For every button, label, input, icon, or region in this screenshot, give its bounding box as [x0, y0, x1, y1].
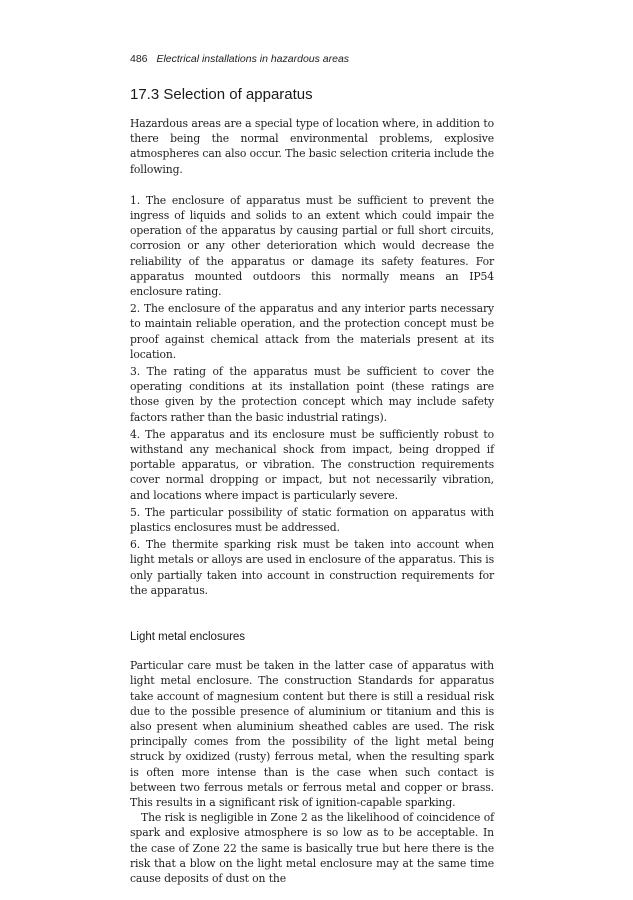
criterion-item: 6. The thermite sparking risk must be taken into account when light metals or alloys are used in enclosure of the apparatus. This is only partially taken into account in construction requirements for the apparatus. — [130, 538, 494, 597]
criterion-item: 4. The apparatus and its enclosure must be sufficiently robust to withstand any mechanical shock from impact, being dropped if portable apparatus, or vibration. The construction requirements cover normal dropping or impact, but not necessarily vibration, and locations where impact is particularly severe. — [130, 427, 494, 502]
selection-criteria-list — [130, 193, 494, 598]
running-header — [130, 52, 494, 66]
running-title: Electrical installations in hazardous areas — [156, 53, 350, 65]
intro-paragraph: Hazardous areas are a special type of location where, in addition to there being the normal environmental problems, explosive atmospheres can also occur. The basic selection criteria include the following. — [130, 117, 494, 176]
body-paragraph: The risk is negligible in Zone 2 as the likelihood of coincidence of spark and explosive atmosphere is so low as to be acceptable. In the case of Zone 22 the same is basically true but here there is the risk that a blow on the light metal enclosure may at the same time cause deposits of dust on the — [130, 811, 494, 885]
body-paragraph: Particular care must be taken in the latter case of apparatus with light metal enclosure. The construction Standards for apparatus take account of magnesium content but there is still a residual risk due to the possible presence of aluminium or titanium and this is also present when aluminium sheathed cables are used. The risk principally comes from the possibility of the light metal being struck by oxidized (rusty) ferrous metal, when the resulting spark is often more intense than is the case when such contact is between two ferrous metals or ferrous metal and copper or brass. This results in a significant risk of ignition-capable sparking. — [130, 659, 494, 809]
book-page — [130, 52, 494, 886]
section-heading: 17.3 Selection of apparatus — [130, 86, 313, 103]
criterion-item: 5. The particular possibility of static formation on apparatus with plastics enclosures must be addressed. — [130, 505, 494, 535]
criterion-item: 2. The enclosure of the apparatus and any interior parts necessary to maintain reliable operation, and the protection concept must be proof against chemical attack from the materials present at its location. — [130, 302, 494, 361]
subsection-heading: Light metal enclosures — [130, 631, 246, 644]
criterion-item: 1. The enclosure of apparatus must be sufficient to prevent the ingress of liquids and solids to an extent which could impair the operation of the apparatus by causing partial or full short circuits, corrosion or any other deterioration which would decrease the reliability of the apparatus or damage its safety features. For apparatus mounted outdoors this normally means an IP54 enclosure rating. — [130, 193, 494, 299]
page-number: 486 — [130, 53, 148, 65]
criterion-item: 3. The rating of the apparatus must be sufficient to cover the operating conditions at its installation point (these ratings are those given by the protection concept which may include safety factors rather than the basic industrial ratings). — [130, 365, 494, 424]
